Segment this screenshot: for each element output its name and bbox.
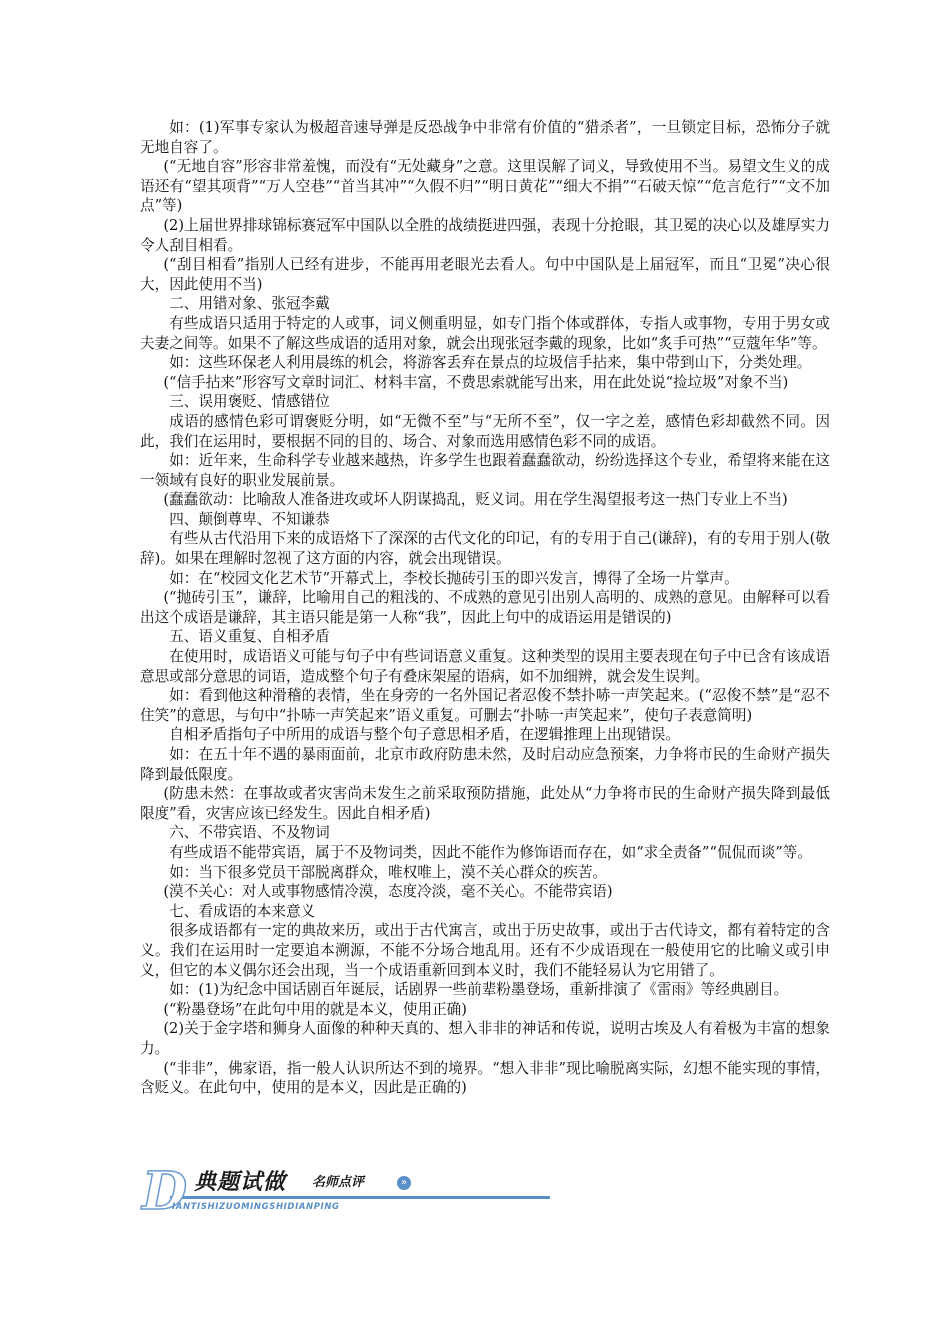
- paragraph: (“信手拈来”形容写文章时词汇、材料丰富，不费思索就能写出来，用在此处说“捡垃圾”对象不当): [163, 373, 789, 391]
- section-heading: 六、不带宾语、不及物词: [169, 824, 330, 842]
- paragraph: (“抛砖引玉”，谦辞，比喻用自己的粗浅的、不成熟的意见引出别人高明的、成熟的意见。由解释可以看出这个成语是谦辞，其主语只能是第一人称“我”，因此上句中的成语运用是错误的): [140, 589, 830, 626]
- banner-title: 典题试做: [194, 1170, 287, 1195]
- paragraph: 如：(1)为纪念中国话剧百年诞辰，话剧界一些前辈粉墨登场，重新排演了《雷雨》等经典剧目。: [169, 981, 789, 999]
- banner-rule: [170, 1196, 550, 1199]
- paragraph: (漠不关心：对人或事物感情冷漠，态度冷淡，毫不关心。不能带宾语): [163, 883, 613, 901]
- paragraph: (2)关于金字塔和狮身人面像的种种天真的、想入非非的神话和传说，说明古埃及人有着极为丰富的想象力。: [140, 1020, 830, 1057]
- section-heading: 四、颠倒尊卑、不知谦恭: [169, 510, 330, 528]
- paragraph: 如：在五十年不遇的暴雨面前，北京市政府防患未然，及时启动应急预案，力争将市民的生命财产损失降到最低限度。: [140, 746, 830, 783]
- paragraph: (“非非”，佛家语，指一般人认识所达不到的境界。“想入非非”现比喻脱离实际，幻想不能实现的事情，含贬义。在此句中，使用的是本义，因此是正确的): [140, 1059, 830, 1097]
- banner-letter-logo: D: [142, 1161, 188, 1222]
- section-heading: 五、语义重复、自相矛盾: [169, 628, 330, 646]
- paragraph: (防患未然：在事故或者灾害尚未发生之前采取预防措施，此处从“力争将市民的生命财产损失降到最低限度”看，灾害应该已经发生。因此自相矛盾): [140, 785, 830, 822]
- paragraph: (蠢蠢欲动：比喻敌人准备进攻或坏人阴谋捣乱，贬义词。用在学生渴望报考这一热门专业上不当): [163, 491, 788, 509]
- banner-pinyin: IANTISHIZUOMINGSHIDIANPING: [172, 1202, 340, 1212]
- paragraph: 有些成语只适用于特定的人或事，词义侧重明显，如专门指个体或群体，专指人或事物，专用于男女或夫妻之间等。如果不了解这些成语的适用对象，就会出现张冠李戴的现象，比如“炙手可热”“豆蔻年华”等。: [140, 314, 830, 352]
- paragraph: 如：当下很多党员干部脱离群众，唯权唯上，漠不关心群众的疾苦。: [169, 863, 608, 881]
- paragraph: (“粉墨登场”在此句中用的就是本义，使用正确): [163, 1000, 467, 1018]
- paragraph: 如：(1)军事专家认为极超音速导弹是反恐战争中非常有价值的“猎杀者”，一旦锁定目标，恐怖分子就无地自容了。: [140, 119, 830, 156]
- document-body: [140, 118, 830, 1098]
- paragraph: (“刮目相看”指别人已经有进步，不能再用老眼光去看人。句中中国队是上届冠军，而且“卫冕”决心很大，因此使用不当): [140, 256, 830, 293]
- paragraph: 有些从古代沿用下来的成语烙下了深深的古代文化的印记，有的专用于自己(谦辞)，有的专用于别人(敬辞)。如果在理解时忽视了这方面的内容，就会出现错误。: [140, 530, 830, 568]
- chevron-right-icon: »: [397, 1176, 411, 1190]
- banner-subtitle: 名师点评: [312, 1175, 365, 1190]
- paragraph: 如：在“校园文化艺术节”开幕式上，李校长抛砖引玉的即兴发言，博得了全场一片掌声。: [169, 569, 739, 587]
- paragraph: 如：这些环保老人利用晨练的机会，将游客丢弃在景点的垃圾信手拈来，集中带到山下，分类处理。: [169, 354, 812, 372]
- paragraph: 有些成语不能带宾语，属于不及物词类，因此不能作为修饰语而存在，如“求全责备”“侃侃而谈”等。: [169, 843, 812, 861]
- paragraph: (“无地自容”形容非常羞愧，而没有“无处藏身”之意。这里误解了词义，导致使用不当。易望文生义的成语还有“望其项背”“万人空巷”“首当其冲”“久假不归”“明日黄花”“细大不捐”“石破天惊”“危言危行”“文不加点”等): [140, 158, 830, 215]
- paragraph: 成语的感情色彩可谓褒贬分明，如“无微不至”与“无所不至”，仅一字之差，感情色彩却截然不同。因此，我们在运用时，要根据不同的目的、场合、对象而选用感情色彩不同的成语。: [140, 412, 830, 450]
- paragraph: 如：近年来，生命科学专业越来越热，许多学生也跟着蠢蠢欲动，纷纷选择这个专业，希望将来能在这一领域有良好的职业发展前景。: [140, 452, 830, 489]
- section-banner: [142, 1161, 562, 1226]
- paragraph: 很多成语都有一定的典故来历，或出于古代寓言，或出于历史故事，或出于古代诗文，都有着特定的含义。我们在运用时一定要追本溯源，不能不分场合地乱用。还有不少成语现在一般使用它的比喻义或引申义，但它的本义偶尔还会出现，当一个成语重新回到本义时，我们不能轻易认为它用错了。: [140, 922, 830, 979]
- section-heading: 七、看成语的本来意义: [169, 902, 316, 920]
- paragraph: (2)上届世界排球锦标赛冠军中国队以全胜的战绩挺进四强，表现十分抢眼，其卫冕的决心以及雄厚实力令人刮目相看。: [140, 216, 830, 254]
- paragraph: 自相矛盾指句子中所用的成语与整个句子意思相矛盾，在逻辑推理上出现错误。: [169, 726, 680, 744]
- section-heading: 三、误用褒贬、情感错位: [169, 393, 330, 411]
- section-heading: 二、用错对象、张冠李戴: [169, 295, 330, 313]
- paragraph: 如：看到他这种滑稽的表情，坐在身旁的一名外国记者忍俊不禁扑哧一声笑起来。(“忍俊不禁”是“忍不住笑”的意思，与句中“扑哧一声笑起来”语义重复。可删去“扑哧一声笑起来”，使句子表意简明): [140, 687, 830, 724]
- paragraph: 在使用时，成语语义可能与句子中有些词语意义重复。这种类型的误用主要表现在句子中已含有该成语意思或部分意思的词语，造成整个句子有叠床架屋的语病，如不加细辨，就会发生误判。: [140, 648, 830, 685]
